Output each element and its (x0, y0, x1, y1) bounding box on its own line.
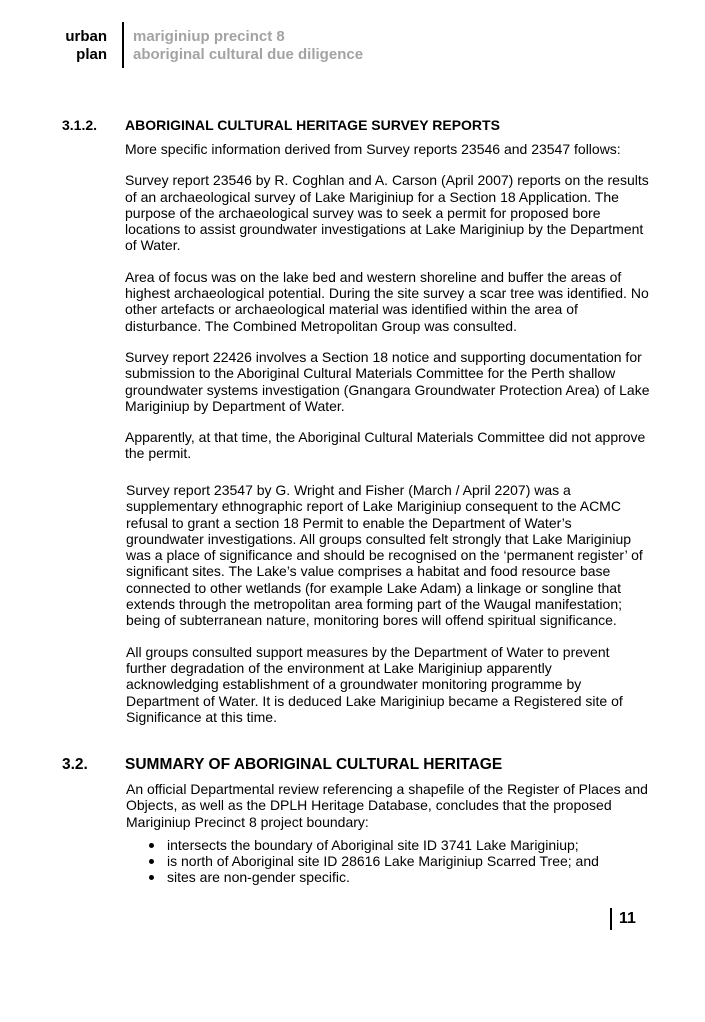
section-number-3-2: 3.2. (62, 756, 88, 773)
section-3-1-2-body (125, 141, 650, 472)
paragraph: Survey report 23546 by R. Coghlan and A. Carson (April 2007) reports on the results of an archaeological survey of Lake Mariginiup for a Section 18 Application. The purpose of the archaeological survey was to seek a permit for proposed bore locations to assist groundwater investigations at Lake Mariginiup by the Department of Water. (125, 172, 649, 254)
section-title-survey-reports: ABORIGINAL CULTURAL HERITAGE SURVEY REPORTS (125, 117, 500, 133)
paragraph: Apparently, at that time, the Aboriginal Cultural Materials Committee did not approve the permit. (125, 429, 646, 462)
footer-divider (610, 908, 612, 930)
page-header (0, 28, 705, 70)
paragraph: An official Departmental review referencing a shapefile of the Register of Places and Objects, as well as the DPLH Heritage Database, concludes that the proposed Mariginiup Precinct 8 project boundary: (126, 781, 648, 830)
section-3-1-2-body-continued (126, 482, 648, 725)
logo-line-plan: plan (76, 46, 107, 63)
paragraph: More specific information derived from Survey reports 23546 and 23547 follows: (125, 141, 621, 157)
paragraph: All groups consulted support measures by the Department of Water to prevent further degradation of the environment at Lake Mariginiup apparently acknowledging establishment of a groundwater monitoring programme by Department of Water. It is deduced Lake Mariginiup became a Registered site of Significance at this time. (126, 643, 623, 725)
document-title-line2: aboriginal cultural due diligence (133, 46, 364, 63)
list-item: sites are non-gender specific. (146, 869, 648, 885)
page-number: 11 (619, 910, 636, 927)
section-title-summary: SUMMARY OF ABORIGINAL CULTURAL HERITAGE (125, 756, 503, 773)
list-item: is north of Aboriginal site ID 28616 Lake Mariginiup Scarred Tree; and (146, 853, 648, 869)
paragraph: Survey report 23547 by G. Wright and Fisher (March / April 2207) was a supplementary ethnographic report of Lake Mariginiup consequent to the ACMC refusal to grant a section 18 Permit to enable the Department of Water’s groundwater investigations. All groups consulted felt strongly that Lake Mariginiup was a place of significance and should be recognised on the ‘permanent register’ of significant sites. The Lake’s value comprises a habitat and food resource base connected to other wetlands (for example Lake Adam) a linkage or songline that extends through the metropolitan area forming part of the Waugal manifestation; being of subterranean nature, monitoring bores will offend spiritual significance. (126, 482, 643, 629)
logo-line-urban: urban (65, 28, 107, 45)
paragraph: Area of focus was on the lake bed and western shoreline and buffer the areas of highest archaeological potential. During the site survey a scar tree was identified. No other artefacts or archaeological material was identified within the area of disturbance. The Combined Metropolitan Group was consulted. (125, 268, 649, 334)
bullet-list (126, 837, 648, 886)
list-item: intersects the boundary of Aboriginal site ID 3741 Lake Mariginiup; (146, 837, 648, 853)
section-3-2-body (126, 781, 648, 886)
document-title-line1: mariginiup precinct 8 (133, 28, 285, 45)
header-divider (122, 22, 124, 68)
urban-plan-logo (65, 28, 107, 64)
section-number-3-1-2: 3.1.2. (62, 117, 98, 133)
document-title (133, 28, 363, 64)
paragraph: Survey report 22426 involves a Section 18 notice and supporting documentation for submission to the Aboriginal Cultural Materials Committee for the Perth shallow groundwater systems investigation (Gnangara Groundwater Protection Area) of Lake Mariginiup by Department of Water. (125, 348, 650, 414)
